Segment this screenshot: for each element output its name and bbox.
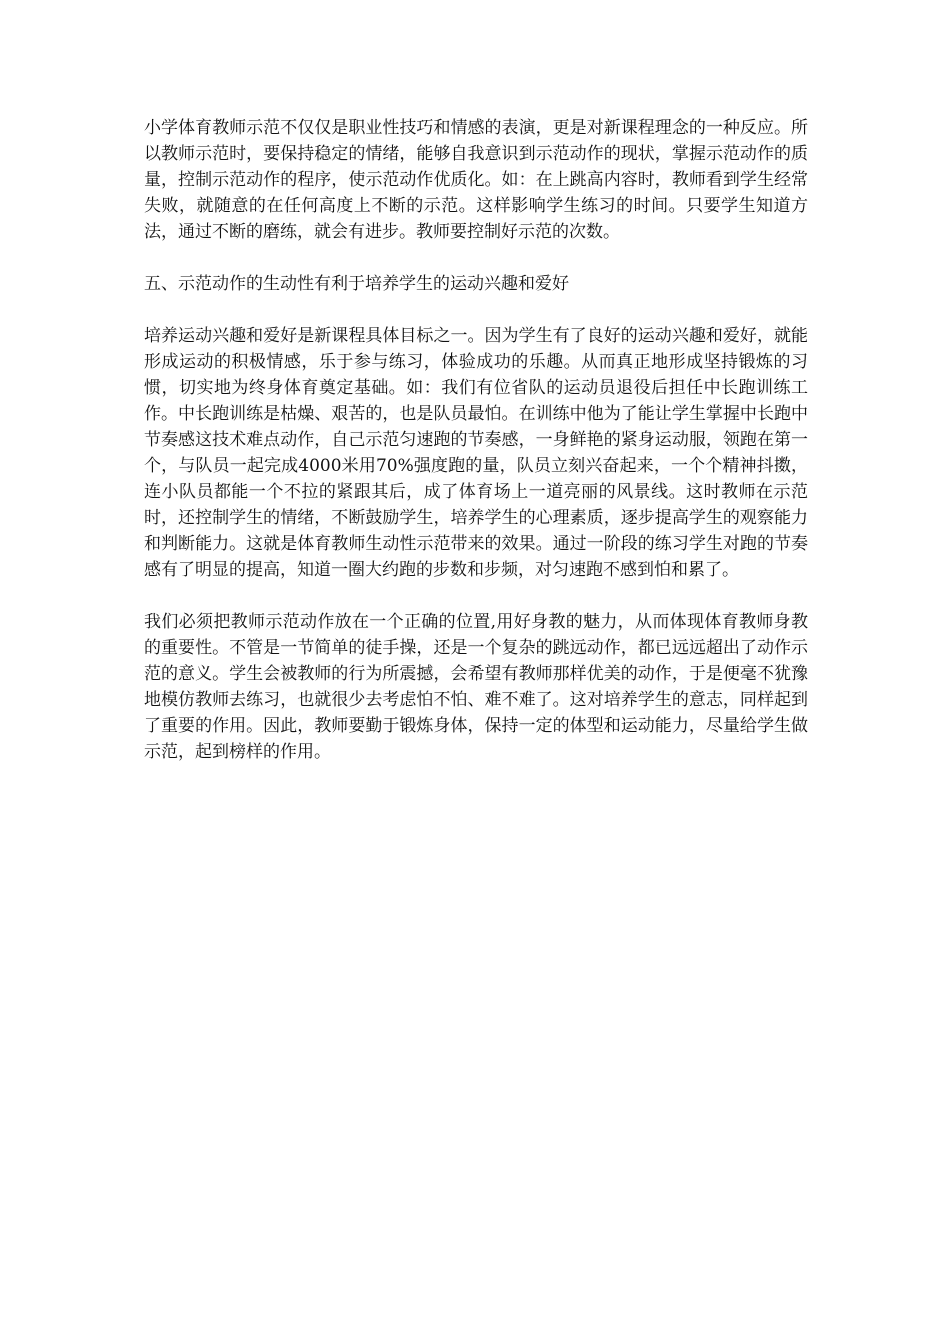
paragraph-sports-interest: 培养运动兴趣和爱好是新课程具体目标之一。因为学生有了良好的运动兴趣和爱好，就能形成运动的积极情感，乐于参与练习，体验成功的乐趣。从而真正地形成坚持锻炼的习惯，切实地为终身体育奠定基础。如：我们有位省队的运动员退役后担任中长跑训练工作。中长跑训练是枯燥、艰苦的，也是队员最怕。在训练中他为了能让学生掌握中长跑中节奏感这技术难点动作，自己示范匀速跑的节奏感，一身鲜艳的紧身运动服，领跑在第一个，与队员一起完成4000米用70%强度跑的量，队员立刻兴奋起来，一个个精神抖擞，连小队员都能一个不拉的紧跟其后，成了体育场上一道亮丽的风景线。这时教师在示范时，还控制学生的情绪，不断鼓励学生，培养学生的心理素质，逐步提高学生的观察能力和判断能力。这就是体育教师生动性示范带来的效果。通过一阶段的练习学生对跑的节奏感有了明显的提高，知道一圈大约跑的步数和步频，对匀速跑不感到怕和累了。 (144, 326, 808, 580)
paragraph-teacher-demonstration-control: 小学体育教师示范不仅仅是职业性技巧和情感的表演，更是对新课程理念的一种反应。所以教师示范时，要保持稳定的情绪，能够自我意识到示范动作的现状，掌握示范动作的质量，控制示范动作的程序，使示范动作优质化。如：在上跳高内容时，教师看到学生经常失败，就随意的在任何高度上不断的示范。这样影响学生练习的时间。只要学生知道方法，通过不断的磨练，就会有进步。教师要控制好示范的次数。 (144, 118, 808, 242)
section-heading-five: 五、示范动作的生动性有利于培养学生的运动兴趣和爱好 (144, 274, 569, 294)
paragraph-teacher-role-model: 我们必须把教师示范动作放在一个正确的位置,用好身教的魅力，从而体现体育教师身教的重要性。不管是一节简单的徒手操，还是一个复杂的跳远动作，都已远远超出了动作示范的意义。学生会被教师的行为所震撼，会希望有教师那样优美的动作，于是便毫不犹豫地模仿教师去练习，也就很少去考虑怕不怕、难不难了。这对培养学生的意志，同样起到了重要的作用。因此，教师要勤于锻炼身体，保持一定的体型和运动能力，尽量给学生做示范，起到榜样的作用。 (144, 612, 808, 762)
document-page (144, 115, 808, 791)
